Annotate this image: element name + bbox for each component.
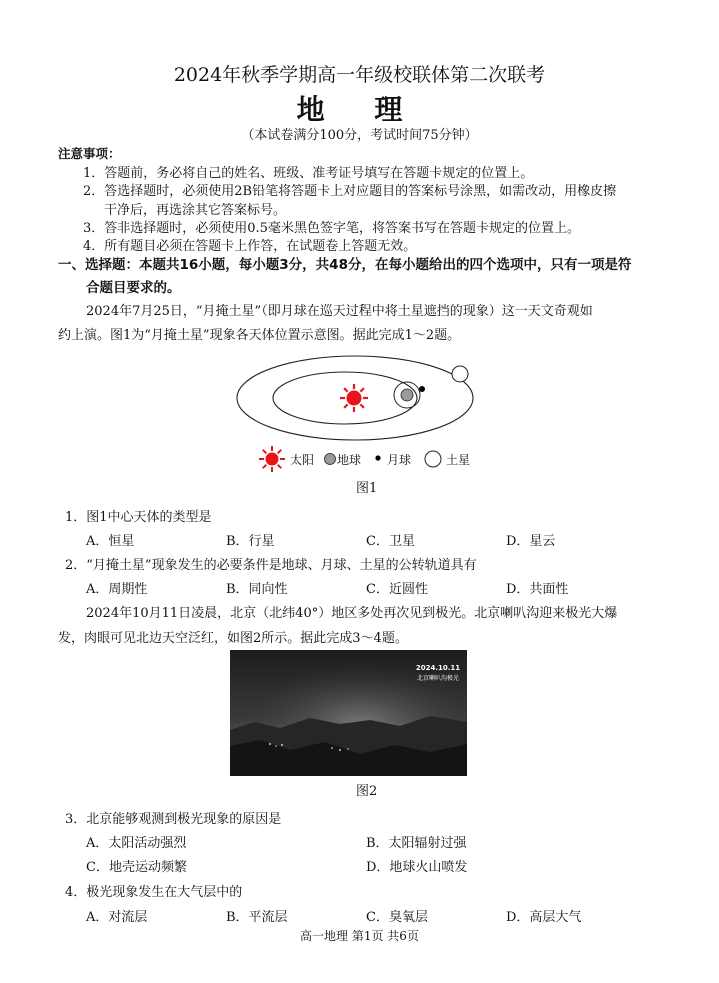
question-stem: 3．北京能够观测到极光现象的原因是 <box>65 812 282 827</box>
earth-legend-icon <box>325 454 336 465</box>
section-heading-cont: 合题目要求的。 <box>86 280 181 296</box>
option: C．地壳运动频繁 <box>86 860 187 875</box>
option: B．同向性 <box>226 582 288 597</box>
intro-paragraph: 发，肉眼可见北边天空泛红，如图2所示。据此完成3～4题。 <box>58 631 408 646</box>
notice-item: 干净后，再选涂其它答案标号。 <box>104 203 287 218</box>
figure2-caption: 图2 <box>356 784 378 799</box>
option: D．共面性 <box>506 582 569 597</box>
question-stem: 1．图1中心天体的类型是 <box>65 510 212 525</box>
option: C．近圆性 <box>366 582 428 597</box>
photo-date-label: 2024.10.11 <box>415 664 461 672</box>
photo-location-label: 北京喇叭沟极光 <box>416 675 460 682</box>
intro-paragraph: 2024年10月11日凌晨，北京（北纬40°）地区多处再次见到极光。北京喇叭沟迎来极光大爆 <box>86 606 618 621</box>
legend-label-earth: 地球 <box>337 453 362 467</box>
legend-label-moon: 月球 <box>387 453 412 467</box>
page-footer: 高一地理 第1页 共6页 <box>300 929 419 943</box>
notice-item: 1．答题前，务必将自己的姓名、班级、准考证号填写在答题卡规定的位置上。 <box>83 166 534 181</box>
intro-paragraph: 2024年7月25日，“月掩土星”（即月球在巡天过程中将土星遮挡的现象）这一天文奇观如 <box>86 304 593 319</box>
option: A．太阳活动强烈 <box>86 836 187 851</box>
legend-label-saturn: 土星 <box>446 453 471 467</box>
section-heading: 一、选择题：本题共16小题，每小题3分，共48分，在每小题给出的四个选项中，只有一项是符 <box>58 257 632 273</box>
exam-note: （本试卷满分100分，考试时间75分钟） <box>241 128 478 143</box>
notice-heading: 注意事项： <box>58 146 121 161</box>
moon-legend-icon <box>375 455 380 460</box>
option: D．高层大气 <box>506 910 582 925</box>
notice-item: 3．答非选择题时，必须使用0.5毫米黑色签字笔，将答案书写在答题卡规定的位置上。 <box>83 221 580 236</box>
moon-icon <box>419 386 425 392</box>
legend-label-sun: 太阳 <box>290 453 315 467</box>
intro-paragraph: 约上演。图1为“月掩土星”现象各天体位置示意图。据此完成1～2题。 <box>58 328 461 343</box>
option: B．太阳辐射过强 <box>366 836 467 851</box>
option: D．地球火山喷发 <box>366 860 468 875</box>
page-title: 2024年秋季学期高一年级校联体第二次联考 <box>173 64 546 86</box>
option: A．周期性 <box>86 582 148 597</box>
option: B．行星 <box>226 534 275 549</box>
question-stem: 4．极光现象发生在大气层中的 <box>65 885 243 900</box>
sun-legend-icon <box>259 446 285 472</box>
option: C．臭氧层 <box>366 910 428 925</box>
option: A．恒星 <box>86 534 135 549</box>
sun-icon <box>340 384 368 412</box>
question-stem: 2．“月掩土星”现象发生的必要条件是地球、月球、土星的公转轨道具有 <box>65 558 477 573</box>
notice-item: 4．所有题目必须在答题卡上作答，在试题卷上答题无效。 <box>83 239 417 254</box>
subject-title: 地 理 <box>296 93 423 126</box>
notice-item: 2．答选择题时，必须使用2B铅笔将答题卡上对应题目的答案标号涂黑，如需改动，用橡皮擦 <box>83 184 617 199</box>
aurora-photo <box>230 650 467 776</box>
option: C．卫星 <box>366 534 415 549</box>
saturn-legend-icon <box>425 451 441 467</box>
figure1-caption: 图1 <box>356 481 378 496</box>
earth-icon <box>401 389 413 401</box>
option: B．平流层 <box>226 910 288 925</box>
figure1-legend <box>256 443 496 475</box>
option: D．星云 <box>506 534 556 549</box>
saturn-icon <box>452 366 468 382</box>
option: A．对流层 <box>86 910 148 925</box>
